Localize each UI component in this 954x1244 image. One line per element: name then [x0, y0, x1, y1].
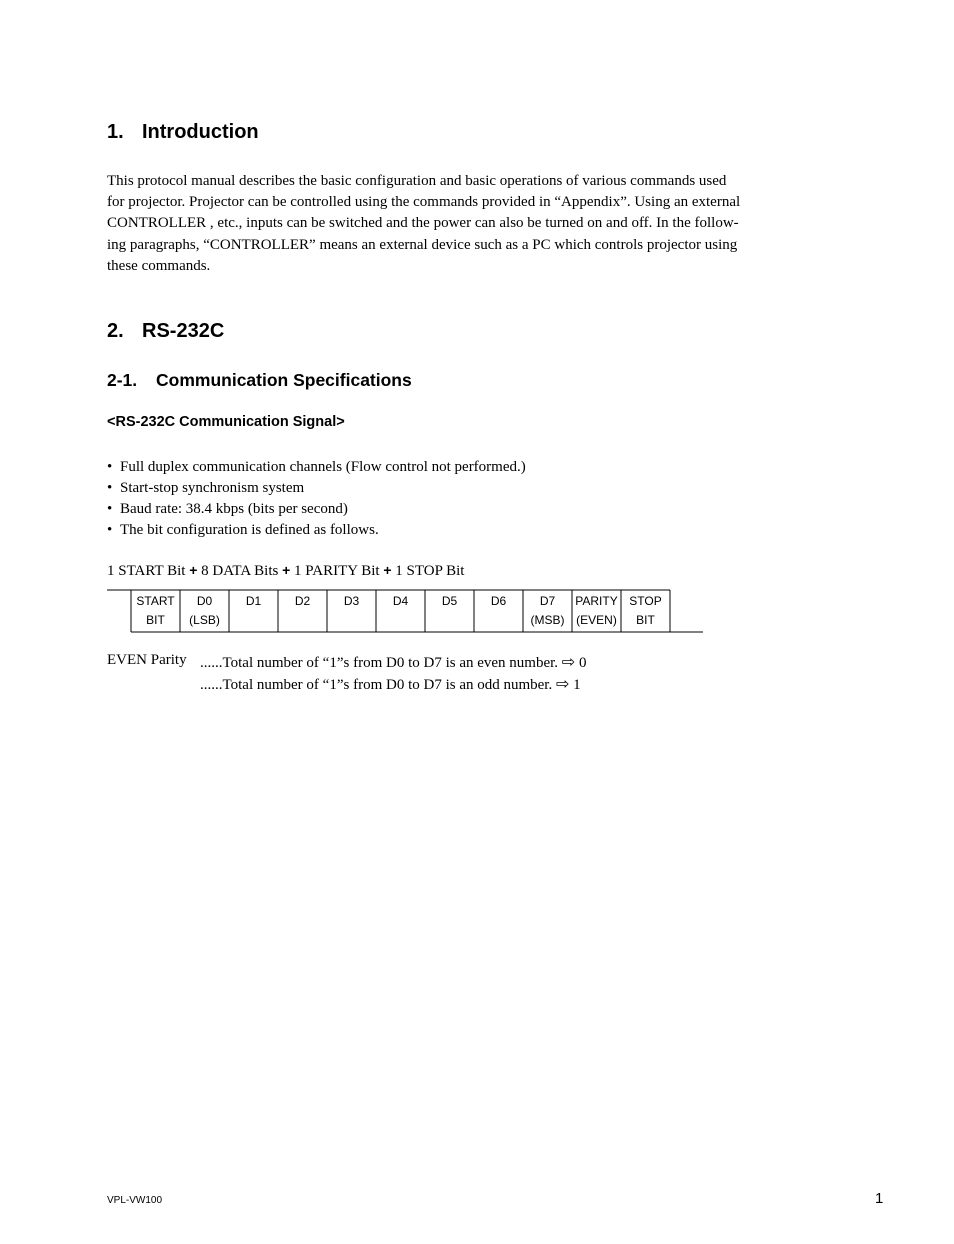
- frame-cell-parity: [572, 592, 621, 630]
- parity-rule: [200, 652, 586, 672]
- signal-heading: <RS-232C Communication Signal>: [107, 414, 345, 430]
- bullet-mark: •: [107, 501, 113, 517]
- bit-part: 8 DATA Bits: [201, 563, 279, 579]
- frame-cell-stop: [621, 592, 670, 630]
- bullet-text: Full duplex communication channels (Flow control not performed.): [120, 459, 526, 475]
- frame-cell-d0: [180, 592, 229, 630]
- intro-line: ing paragraphs, “CONTROLLER” means an external device such as a PC which controls projector using: [107, 236, 738, 253]
- cell-label: D7: [539, 594, 556, 608]
- frame-cell-d7: [523, 592, 572, 630]
- parity-label: EVEN Parity: [107, 652, 187, 668]
- cell-label: PARITY: [575, 594, 618, 608]
- section-number: 2.: [107, 320, 124, 342]
- parity-result: 0: [578, 655, 587, 671]
- parity-text: ......Total number of “1”s from D0 to D7 is an odd number.: [200, 677, 553, 693]
- page-number: 1: [875, 1190, 884, 1207]
- cell-label: D3: [343, 594, 360, 608]
- bit-part: 1 PARITY Bit: [294, 563, 380, 579]
- parity-result: 1: [573, 677, 581, 693]
- cell-label: START: [136, 594, 175, 608]
- frame-cell-d4: [376, 592, 425, 630]
- arrow-right-icon: ⇨: [561, 652, 576, 671]
- bullet-mark: •: [107, 480, 113, 496]
- frame-cell-d3: [327, 592, 376, 630]
- section-title: Introduction: [142, 121, 259, 143]
- cell-sublabel: BIT: [636, 613, 655, 627]
- intro-line: This protocol manual describes the basic configuration and basic operations of various commands used: [107, 173, 727, 189]
- footer-model: VPL-VW100: [107, 1195, 163, 1206]
- cell-sublabel: (MSB): [530, 613, 565, 627]
- bullet-mark: •: [107, 459, 113, 475]
- parity-rule: [200, 674, 581, 694]
- frame-cell-d2: [278, 592, 327, 630]
- cell-label: D0: [196, 594, 213, 608]
- frame-cell-d1: [229, 592, 278, 630]
- cell-sublabel: BIT: [146, 613, 165, 627]
- subsection-title: Communication Specifications: [156, 370, 412, 390]
- subsection-number: 2-1.: [107, 370, 138, 390]
- parity-text: ......Total number of “1”s from D0 to D7 is an even number.: [200, 655, 559, 671]
- cell-sublabel: (LSB): [189, 613, 220, 627]
- cell-label: D5: [441, 594, 458, 608]
- frame-cell-d5: [425, 592, 474, 630]
- bullet-mark: •: [107, 522, 113, 538]
- intro-line: CONTROLLER , etc., inputs can be switched and the power can also be turned on and off. In the follow-: [107, 215, 739, 232]
- plus-sign: +: [282, 562, 291, 578]
- cell-label: STOP: [629, 594, 662, 608]
- plus-sign: +: [189, 562, 198, 578]
- intro-line: these commands.: [107, 257, 211, 274]
- arrow-right-icon: ⇨: [555, 674, 570, 693]
- cell-label: D1: [245, 594, 262, 608]
- bit-part: 1 STOP Bit: [395, 563, 465, 579]
- cell-sublabel: (EVEN): [576, 613, 617, 627]
- section-number: 1.: [107, 121, 124, 143]
- section-title: RS-232C: [142, 320, 225, 342]
- cell-label: D6: [490, 594, 507, 608]
- frame-cell-d6: [474, 592, 523, 630]
- intro-line: for projector. Projector can be controlled using the commands provided in “Appendix”. Using an external: [107, 194, 741, 211]
- cell-label: D4: [392, 594, 409, 608]
- plus-sign: +: [383, 562, 392, 578]
- bullet-text: Baud rate: 38.4 kbps (bits per second): [120, 501, 348, 517]
- cell-label: D2: [294, 594, 311, 608]
- bullet-text: The bit configuration is defined as follows.: [120, 522, 379, 538]
- frame-cell-start: [131, 592, 180, 630]
- bit-part: 1 START Bit: [107, 563, 186, 579]
- bullet-text: Start-stop synchronism system: [120, 480, 305, 496]
